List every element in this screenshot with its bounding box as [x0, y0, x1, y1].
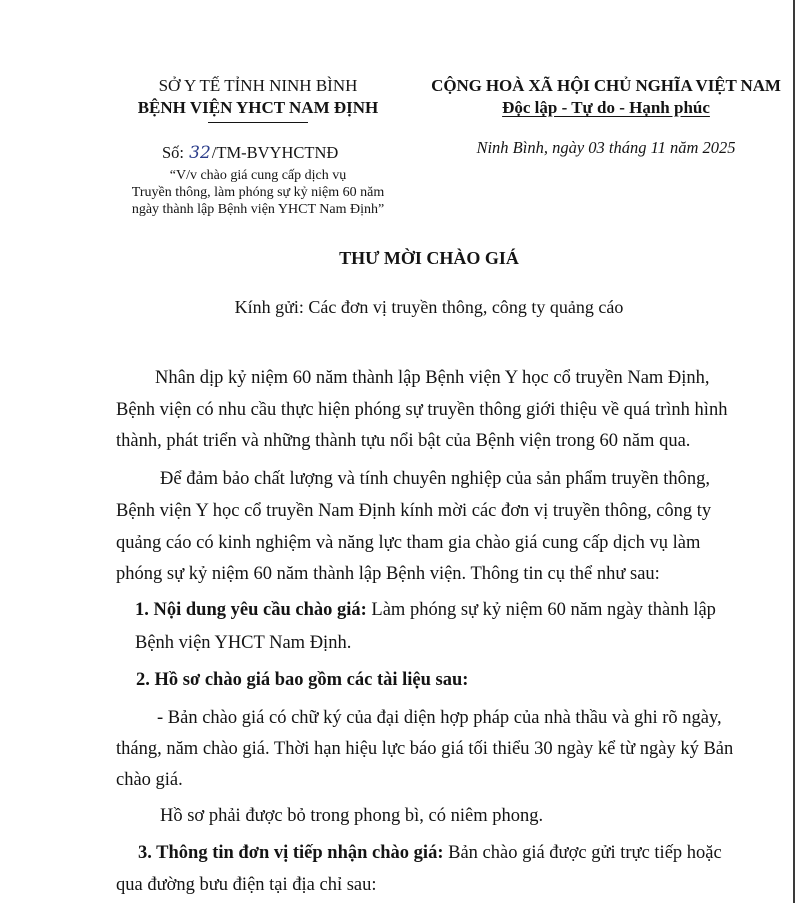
- item3: [138, 843, 722, 864]
- para2-line-1: Để đảm bảo chất lượng và tính chuyên nghiệp của sản phẩm truyền thông,: [160, 469, 710, 489]
- subject-line-3: ngày thành lập Bệnh viện YHCT Nam Định”: [131, 202, 385, 217]
- item1-continued: Bệnh viện YHCT Nam Định.: [135, 633, 352, 653]
- subject-line-1: “V/v chào giá cung cấp dịch vụ: [169, 168, 347, 183]
- doc-number-prefix: Số:: [162, 143, 185, 162]
- nation-name: CỘNG HOÀ XÃ HỘI CHỦ NGHĨA VIỆT NAM: [431, 76, 781, 95]
- para2-line-3: quảng cáo có kinh nghiệm và năng lực tham gia chào giá cung cấp dịch vụ làm: [116, 533, 701, 553]
- hospital-name: BỆNH VIỆN YHCT NAM ĐỊNH: [137, 98, 379, 117]
- doc-number-handwritten: 32: [189, 143, 211, 163]
- para1-line-1: Nhân dịp kỷ niệm 60 năm thành lập Bệnh viện Y học cổ truyền Nam Định,: [155, 368, 710, 388]
- item2-line-1: - Bản chào giá có chữ ký của đại diện hợp pháp của nhà thầu và ghi rõ ngày,: [157, 708, 722, 728]
- national-motto: [418, 98, 794, 118]
- document-number: [162, 143, 338, 163]
- item3-text: Bản chào giá được gửi trực tiếp hoặc: [443, 843, 722, 863]
- para1-line-3: thành, phát triển và những thành tựu nổi bật của Bệnh viện trong 60 năm qua.: [116, 431, 691, 451]
- hospital-underline: [208, 122, 308, 123]
- item1-heading: 1. Nội dung yêu cầu chào giá:: [135, 600, 367, 620]
- motto-text: Độc lập - Tự do - Hạnh phúc: [502, 98, 710, 117]
- para1-line-2: Bệnh viện có nhu cầu thực hiện phóng sự truyền thông giới thiệu về quá trình hình: [116, 400, 728, 420]
- item1-text: Làm phóng sự kỷ niệm 60 năm ngày thành lập: [366, 600, 716, 620]
- para2-line-2: Bệnh viện Y học cổ truyền Nam Định kính mời các đơn vị truyền thông, công ty: [116, 501, 712, 521]
- item2-note: Hồ sơ phải được bỏ trong phong bì, có niêm phong.: [160, 806, 544, 826]
- document-title: THƯ MỜI CHÀO GIÁ: [339, 248, 519, 268]
- subject-line-2: Truyền thông, làm phóng sự kỷ niệm 60 năm: [131, 185, 385, 200]
- doc-number-suffix: /TM-BVYHCTNĐ: [211, 143, 339, 162]
- addressee: Kính gửi: Các đơn vị truyền thông, công ty quảng cáo: [234, 297, 624, 317]
- place-date: Ninh Bình, ngày 03 tháng 11 năm 2025: [476, 138, 736, 157]
- para2-line-4: phóng sự kỷ niệm 60 năm thành lập Bệnh viện. Thông tin cụ thể như sau:: [116, 564, 660, 584]
- item2-heading: 2. Hồ sơ chào giá bao gồm các tài liệu sau:: [136, 670, 469, 690]
- item1: [135, 600, 716, 621]
- item2-line-2: tháng, năm chào giá. Thời hạn hiệu lực báo giá tối thiểu 30 ngày kể từ ngày ký Bản: [116, 739, 734, 759]
- item2-line-3: chào giá.: [116, 770, 183, 790]
- agency-name: SỞ Y TẾ TỈNH NINH BÌNH: [158, 76, 358, 95]
- item3-continued: qua đường bưu điện tại địa chỉ sau:: [116, 875, 377, 895]
- item3-heading: 3. Thông tin đơn vị tiếp nhận chào giá:: [138, 843, 444, 863]
